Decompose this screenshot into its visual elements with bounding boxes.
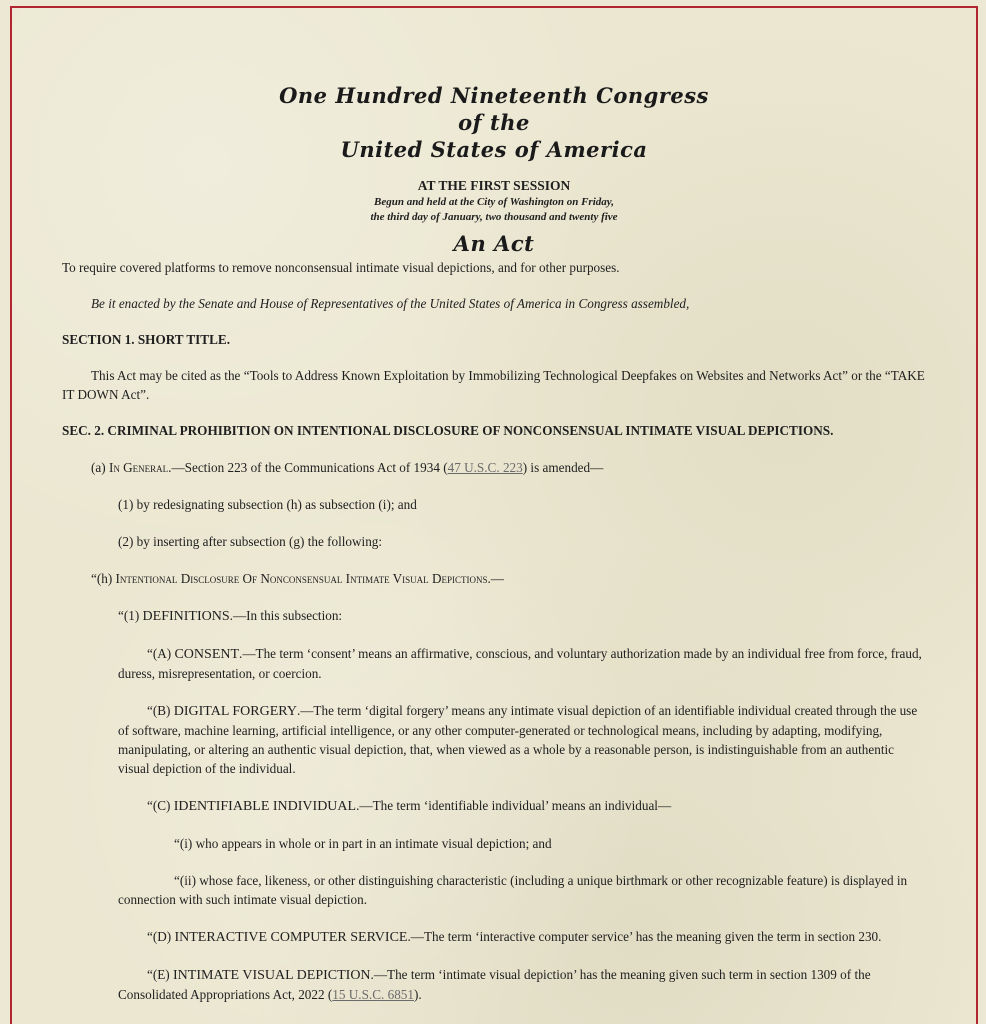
definition-d-text: .—The term ‘interactive computer service’ has the meaning given the term in section 230. [407, 929, 882, 944]
clause-c-ii: “(ii) whose face, likeness, or other distinguishing characteristic (including a unique birthmark or other recognizable feature) is displayed in connection with such intimate visual depiction. [118, 873, 908, 907]
document-page [10, 6, 978, 1024]
definition-b-prefix: “(B) [147, 703, 174, 718]
definition-d-interactive-computer-service [62, 927, 926, 947]
usc-link-47-223[interactable]: 47 U.S.C. 223 [447, 460, 523, 475]
subsection-a-label: In General [108, 460, 169, 475]
section-1-heading: SECTION 1. SHORT TITLE. [62, 332, 230, 347]
clause-c-i: “(i) who appears in whole or in part in an intimate visual depiction; and [174, 836, 552, 851]
definition-e-text-after: ). [413, 987, 422, 1002]
subsection-a-text-before: .—Section 223 of the Communications Act of 1934 ( [168, 460, 448, 475]
congress-title-line-2: of the [458, 110, 530, 135]
definition-a-prefix: “(A) [147, 646, 175, 661]
congress-title-line-1: One Hundred Nineteenth Congress [279, 83, 709, 108]
definitions-paragraph [62, 606, 926, 626]
subsection-h [62, 569, 926, 588]
subsection-a [62, 458, 926, 477]
definition-c-text: .—The term ‘identifiable individual’ means an individual— [356, 798, 672, 813]
definition-a-consent [62, 644, 926, 683]
subsection-a-prefix: (a) [91, 460, 109, 475]
enrolled-bill-header [12, 82, 976, 257]
definitions-prefix: “(1) [118, 608, 143, 623]
subsection-h-suffix: .— [487, 571, 504, 586]
section-1-text: This Act may be cited as the “Tools to Address Known Exploitation by Immobilizing Technological Deepfakes on Websites and Networks Act” or the “TAKE IT DOWN Act”. [62, 368, 925, 402]
definition-e-text-before: .—The term ‘intimate visual depiction’ has the meaning given such term in section 1309 of the Consolidated Appropriations Act, 2022 ( [118, 967, 871, 1002]
purpose-text: To require covered platforms to remove nonconsensual intimate visual depictions, and for other purposes. [62, 260, 620, 275]
definition-b-text: .—The term ‘digital forgery’ means any intimate visual depiction of an identifiable individual created through the use of software, machine learning, artificial intelligence, or any other computer-generated or technological means, including by adapting, modifying, manipulating, or altering an authentic visual depiction, that, when viewed as a whole by a reasonable person, is indistinguishable from an authentic visual depiction of the individual. [118, 703, 918, 776]
definition-d-prefix: “(D) [147, 929, 175, 944]
definition-c-prefix: “(C) [147, 798, 174, 813]
begun-line-2: the third day of January, two thousand and twenty five [370, 211, 618, 223]
session-label: AT THE FIRST SESSION [417, 178, 571, 193]
definitions-label: DEFINITIONS [142, 609, 230, 624]
begun-line-1: Begun and held at the City of Washington on Friday, [373, 196, 614, 208]
definition-b-label: DIGITAL FORGERY [173, 704, 297, 719]
paragraph-1: (1) by redesignating subsection (h) as subsection (i); and [118, 497, 417, 512]
subsection-h-prefix: “(h) [91, 571, 116, 586]
subsection-h-label: Intentional Disclosure Of Nonconsensual Intimate Visual Depictions [115, 571, 488, 586]
definition-b-digital-forgery [62, 701, 926, 778]
definition-c-identifiable-individual [62, 796, 926, 816]
definition-a-text: .—The term ‘consent’ means an affirmative, conscious, and voluntary authorization made by an individual free from force, fraud, duress, misrepresentation, or coercion. [118, 646, 922, 681]
usc-link-15-6851[interactable]: 15 U.S.C. 6851 [332, 987, 414, 1002]
definition-e-intimate-visual-depiction [62, 965, 926, 1004]
definition-c-label: IDENTIFIABLE INDIVIDUAL [173, 799, 357, 814]
an-act-title: An Act [453, 231, 535, 256]
congress-title-line-3: United States of America [340, 137, 648, 162]
definition-e-prefix: “(E) [147, 967, 173, 982]
bill-body [62, 258, 926, 1004]
section-2-heading: SEC. 2. CRIMINAL PROHIBITION ON INTENTIONAL DISCLOSURE OF NONCONSENSUAL INTIMATE VISUAL DEPICTIONS. [62, 423, 834, 438]
paragraph-2: (2) by inserting after subsection (g) the following: [118, 534, 383, 549]
definitions-text: .—In this subsection: [229, 608, 343, 623]
definition-a-label: CONSENT [174, 647, 240, 662]
definition-e-label: INTIMATE VISUAL DEPICTION [173, 968, 371, 983]
subsection-a-text-after: ) is amended— [522, 460, 604, 475]
enacting-clause: Be it enacted by the Senate and House of Representatives of the United States of America in Congress assembled, [91, 296, 690, 311]
definition-d-label: INTERACTIVE COMPUTER SERVICE [174, 930, 408, 945]
